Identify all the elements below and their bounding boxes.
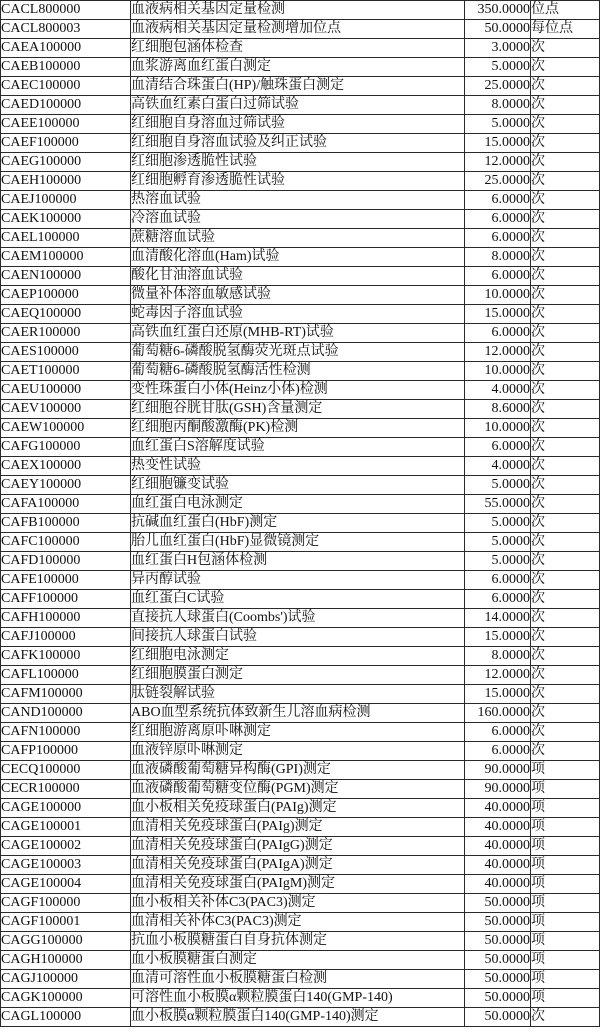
item-name-cell: 异丙醇试验 xyxy=(131,571,465,590)
table-row xyxy=(1,818,600,837)
unit-cell: 次 xyxy=(531,666,600,685)
table-row xyxy=(1,419,600,438)
item-code-cell: CECR100000 xyxy=(1,780,131,799)
item-name-cell: 血小板相关补体C3(PAC3)测定 xyxy=(131,894,465,913)
price-cell: 6.0000 xyxy=(465,723,531,742)
table-row xyxy=(1,96,600,115)
table-row xyxy=(1,153,600,172)
unit-cell: 次 xyxy=(531,495,600,514)
item-code-cell: CAEL100000 xyxy=(1,229,131,248)
price-cell: 6.0000 xyxy=(465,571,531,590)
unit-cell: 次 xyxy=(531,590,600,609)
item-name-cell: 冷溶血试验 xyxy=(131,210,465,229)
price-cell: 8.0000 xyxy=(465,96,531,115)
item-name-cell: 红细胞孵育渗透脆性试验 xyxy=(131,172,465,191)
table-row xyxy=(1,476,600,495)
unit-cell: 次 xyxy=(531,628,600,647)
item-name-cell: 间接抗人球蛋白试验 xyxy=(131,628,465,647)
unit-cell: 次 xyxy=(531,39,600,58)
price-cell: 5.0000 xyxy=(465,514,531,533)
item-code-cell: CAGF100001 xyxy=(1,913,131,932)
table-row xyxy=(1,780,600,799)
table-row xyxy=(1,286,600,305)
item-name-cell: 血液锌原卟啉测定 xyxy=(131,742,465,761)
item-name-cell: ABO血型系统抗体致新生儿溶血病检测 xyxy=(131,704,465,723)
price-cell: 50.0000 xyxy=(465,970,531,989)
item-name-cell: 红细胞丙酮酸激酶(PK)检测 xyxy=(131,419,465,438)
table-row xyxy=(1,704,600,723)
item-code-cell: CAFN100000 xyxy=(1,723,131,742)
price-cell: 90.0000 xyxy=(465,761,531,780)
price-cell: 5.0000 xyxy=(465,533,531,552)
table-row xyxy=(1,514,600,533)
unit-cell: 次 xyxy=(531,210,600,229)
price-cell: 160.0000 xyxy=(465,704,531,723)
item-code-cell: CAEB100000 xyxy=(1,58,131,77)
item-name-cell: 红细胞包涵体检查 xyxy=(131,39,465,58)
item-name-cell: 血清相关免疫球蛋白(PAIgG)测定 xyxy=(131,837,465,856)
item-code-cell: CAFB100000 xyxy=(1,514,131,533)
item-name-cell: 红细胞渗透脆性试验 xyxy=(131,153,465,172)
table-row xyxy=(1,989,600,1008)
price-cell: 25.0000 xyxy=(465,172,531,191)
item-code-cell: CACL800003 xyxy=(1,20,131,39)
table-row xyxy=(1,438,600,457)
item-code-cell: CAFK100000 xyxy=(1,647,131,666)
item-code-cell: CAND100000 xyxy=(1,704,131,723)
table-row xyxy=(1,856,600,875)
table-row xyxy=(1,305,600,324)
price-cell: 15.0000 xyxy=(465,685,531,704)
unit-cell: 项 xyxy=(531,837,600,856)
item-code-cell: CAGH100000 xyxy=(1,951,131,970)
table-row xyxy=(1,267,600,286)
unit-cell: 次 xyxy=(531,191,600,210)
price-cell: 50.0000 xyxy=(465,20,531,39)
price-cell: 15.0000 xyxy=(465,305,531,324)
item-code-cell: CAGG100000 xyxy=(1,932,131,951)
table-row xyxy=(1,457,600,476)
unit-cell: 项 xyxy=(531,799,600,818)
item-name-cell: 热溶血试验 xyxy=(131,191,465,210)
table-row xyxy=(1,1008,600,1027)
item-code-cell: CAEK100000 xyxy=(1,210,131,229)
item-code-cell: CAEN100000 xyxy=(1,267,131,286)
item-name-cell: 血红蛋白S溶解度试验 xyxy=(131,438,465,457)
item-name-cell: 血红蛋白H包涵体检测 xyxy=(131,552,465,571)
table-row xyxy=(1,552,600,571)
price-cell: 8.0000 xyxy=(465,647,531,666)
table-row xyxy=(1,951,600,970)
unit-cell: 次 xyxy=(531,77,600,96)
table-row xyxy=(1,590,600,609)
unit-cell: 项 xyxy=(531,780,600,799)
table-row xyxy=(1,970,600,989)
item-name-cell: 血清相关免疫球蛋白(PAIg)测定 xyxy=(131,818,465,837)
price-cell: 6.0000 xyxy=(465,324,531,343)
table-row xyxy=(1,1,600,20)
unit-cell: 次 xyxy=(531,248,600,267)
price-cell: 6.0000 xyxy=(465,267,531,286)
item-code-cell: CAEE100000 xyxy=(1,115,131,134)
table-row xyxy=(1,875,600,894)
unit-cell: 次 xyxy=(531,571,600,590)
table-row xyxy=(1,77,600,96)
table-row xyxy=(1,666,600,685)
table-row xyxy=(1,932,600,951)
table-row xyxy=(1,628,600,647)
price-cell: 6.0000 xyxy=(465,229,531,248)
price-cell: 6.0000 xyxy=(465,438,531,457)
table-row xyxy=(1,400,600,419)
item-name-cell: 血清相关免疫球蛋白(PAIgA)测定 xyxy=(131,856,465,875)
table-row xyxy=(1,210,600,229)
unit-cell: 次 xyxy=(531,305,600,324)
price-cell: 40.0000 xyxy=(465,818,531,837)
item-name-cell: 葡萄糖6-磷酸脱氢酶活性检测 xyxy=(131,362,465,381)
item-code-cell: CECQ100000 xyxy=(1,761,131,780)
unit-cell: 次 xyxy=(531,533,600,552)
unit-cell: 项 xyxy=(531,818,600,837)
table-row xyxy=(1,191,600,210)
price-cell: 40.0000 xyxy=(465,837,531,856)
item-name-cell: 微量补体溶血敏感试验 xyxy=(131,286,465,305)
price-cell: 6.0000 xyxy=(465,191,531,210)
unit-cell: 次 xyxy=(531,514,600,533)
item-name-cell: 血液病相关基因定量检测增加位点 xyxy=(131,20,465,39)
unit-cell: 次 xyxy=(531,324,600,343)
unit-cell: 次 xyxy=(531,134,600,153)
item-code-cell: CAEY100000 xyxy=(1,476,131,495)
item-code-cell: CAGE100001 xyxy=(1,818,131,837)
item-code-cell: CAEA100000 xyxy=(1,39,131,58)
item-code-cell: CAEP100000 xyxy=(1,286,131,305)
table-row xyxy=(1,799,600,818)
item-name-cell: 血小板膜α颗粒膜蛋白140(GMP-140)测定 xyxy=(131,1008,465,1027)
item-name-cell: 蔗糖溶血试验 xyxy=(131,229,465,248)
unit-cell: 次 xyxy=(531,609,600,628)
item-name-cell: 红细胞镰变试验 xyxy=(131,476,465,495)
unit-cell: 次 xyxy=(531,58,600,77)
item-name-cell: 血清结合珠蛋白(HP)/触珠蛋白测定 xyxy=(131,77,465,96)
unit-cell: 次 xyxy=(531,457,600,476)
price-cell: 8.6000 xyxy=(465,400,531,419)
unit-cell: 次 xyxy=(531,438,600,457)
item-code-cell: CAFM100000 xyxy=(1,685,131,704)
item-code-cell: CAEJ100000 xyxy=(1,191,131,210)
item-name-cell: 红细胞自身溶血过筛试验 xyxy=(131,115,465,134)
item-name-cell: 高铁血红蛋白还原(MHB-RT)试验 xyxy=(131,324,465,343)
item-name-cell: 直接抗人球蛋白(Coombs')试验 xyxy=(131,609,465,628)
item-name-cell: 血清相关免疫球蛋白(PAIgM)测定 xyxy=(131,875,465,894)
item-code-cell: CAGE100003 xyxy=(1,856,131,875)
table-row xyxy=(1,723,600,742)
price-cell: 15.0000 xyxy=(465,628,531,647)
unit-cell: 次 xyxy=(531,552,600,571)
item-code-cell: CACL800000 xyxy=(1,1,131,20)
unit-cell: 项 xyxy=(531,932,600,951)
item-name-cell: 血液病相关基因定量检测 xyxy=(131,1,465,20)
price-cell: 55.0000 xyxy=(465,495,531,514)
table-row xyxy=(1,609,600,628)
item-name-cell: 抗碱血红蛋白(HbF)测定 xyxy=(131,514,465,533)
item-code-cell: CAFD100000 xyxy=(1,552,131,571)
unit-cell: 次 xyxy=(531,476,600,495)
item-code-cell: CAED100000 xyxy=(1,96,131,115)
item-name-cell: 酸化甘油溶血试验 xyxy=(131,267,465,286)
price-cell: 4.0000 xyxy=(465,381,531,400)
price-cell: 6.0000 xyxy=(465,210,531,229)
table-row xyxy=(1,894,600,913)
item-code-cell: CAGJ100000 xyxy=(1,970,131,989)
unit-cell: 次 xyxy=(531,153,600,172)
price-cell: 350.0000 xyxy=(465,1,531,20)
item-name-cell: 抗血小板膜糖蛋白自身抗体测定 xyxy=(131,932,465,951)
table-row xyxy=(1,647,600,666)
unit-cell: 项 xyxy=(531,989,600,1008)
fee-table-body xyxy=(1,1,600,1027)
item-name-cell: 血液磷酸葡萄糖异构酶(GPI)测定 xyxy=(131,761,465,780)
item-code-cell: CAEW100000 xyxy=(1,419,131,438)
price-cell: 50.0000 xyxy=(465,932,531,951)
price-cell: 40.0000 xyxy=(465,856,531,875)
price-cell: 50.0000 xyxy=(465,1008,531,1027)
item-name-cell: 红细胞谷胱甘肽(GSH)含量测定 xyxy=(131,400,465,419)
item-name-cell: 血小板相关免疫球蛋白(PAIg)测定 xyxy=(131,799,465,818)
item-name-cell: 高铁血红素白蛋白过筛试验 xyxy=(131,96,465,115)
table-row xyxy=(1,324,600,343)
table-row xyxy=(1,58,600,77)
item-name-cell: 血清可溶性血小板膜糖蛋白检测 xyxy=(131,970,465,989)
unit-cell: 次 xyxy=(531,286,600,305)
price-cell: 4.0000 xyxy=(465,457,531,476)
item-name-cell: 葡萄糖6-磷酸脱氢酶荧光斑点试验 xyxy=(131,343,465,362)
price-cell: 50.0000 xyxy=(465,951,531,970)
table-row xyxy=(1,761,600,780)
item-name-cell: 血红蛋白C试验 xyxy=(131,590,465,609)
item-code-cell: CAFP100000 xyxy=(1,742,131,761)
unit-cell: 次 xyxy=(531,172,600,191)
table-row xyxy=(1,685,600,704)
unit-cell: 项 xyxy=(531,970,600,989)
unit-cell: 项 xyxy=(531,951,600,970)
price-cell: 15.0000 xyxy=(465,134,531,153)
item-name-cell: 血小板膜糖蛋白测定 xyxy=(131,951,465,970)
price-cell: 40.0000 xyxy=(465,799,531,818)
table-row xyxy=(1,571,600,590)
unit-cell: 次 xyxy=(531,96,600,115)
item-code-cell: CAFJ100000 xyxy=(1,628,131,647)
price-cell: 14.0000 xyxy=(465,609,531,628)
price-cell: 6.0000 xyxy=(465,742,531,761)
unit-cell: 次 xyxy=(531,267,600,286)
price-cell: 8.0000 xyxy=(465,248,531,267)
unit-cell: 次 xyxy=(531,362,600,381)
table-row xyxy=(1,229,600,248)
item-name-cell: 可溶性血小板膜α颗粒膜蛋白140(GMP-140) xyxy=(131,989,465,1008)
price-cell: 25.0000 xyxy=(465,77,531,96)
item-name-cell: 蛇毒因子溶血试验 xyxy=(131,305,465,324)
price-cell: 6.0000 xyxy=(465,590,531,609)
unit-cell: 次 xyxy=(531,229,600,248)
item-name-cell: 热变性试验 xyxy=(131,457,465,476)
item-code-cell: CAER100000 xyxy=(1,324,131,343)
item-name-cell: 血红蛋白电泳测定 xyxy=(131,495,465,514)
table-row xyxy=(1,533,600,552)
item-code-cell: CAFL100000 xyxy=(1,666,131,685)
unit-cell: 次 xyxy=(531,115,600,134)
item-code-cell: CAET100000 xyxy=(1,362,131,381)
price-cell: 10.0000 xyxy=(465,419,531,438)
item-code-cell: CAEG100000 xyxy=(1,153,131,172)
price-cell: 5.0000 xyxy=(465,552,531,571)
unit-cell: 项 xyxy=(531,875,600,894)
unit-cell: 项 xyxy=(531,894,600,913)
unit-cell: 次 xyxy=(531,704,600,723)
table-row xyxy=(1,913,600,932)
item-name-cell: 红细胞自身溶血试验及纠正试验 xyxy=(131,134,465,153)
unit-cell: 次 xyxy=(531,685,600,704)
table-row xyxy=(1,172,600,191)
item-code-cell: CAEM100000 xyxy=(1,248,131,267)
item-code-cell: CAFF100000 xyxy=(1,590,131,609)
table-row xyxy=(1,343,600,362)
price-cell: 50.0000 xyxy=(465,913,531,932)
item-code-cell: CAEV100000 xyxy=(1,400,131,419)
item-code-cell: CAFH100000 xyxy=(1,609,131,628)
item-code-cell: CAEC100000 xyxy=(1,77,131,96)
item-name-cell: 肽链裂解试验 xyxy=(131,685,465,704)
price-cell: 5.0000 xyxy=(465,58,531,77)
item-name-cell: 血清酸化溶血(Ham)试验 xyxy=(131,248,465,267)
unit-cell: 次 xyxy=(531,723,600,742)
item-code-cell: CAGK100000 xyxy=(1,989,131,1008)
table-row xyxy=(1,248,600,267)
item-name-cell: 胎儿血红蛋白(HbF)显微镜测定 xyxy=(131,533,465,552)
unit-cell: 项 xyxy=(531,856,600,875)
table-row xyxy=(1,39,600,58)
table-row xyxy=(1,20,600,39)
item-name-cell: 红细胞游离原卟啉测定 xyxy=(131,723,465,742)
item-name-cell: 血液磷酸葡萄糖变位酶(PGM)测定 xyxy=(131,780,465,799)
item-code-cell: CAEQ100000 xyxy=(1,305,131,324)
item-code-cell: CAGL100000 xyxy=(1,1008,131,1027)
price-cell: 90.0000 xyxy=(465,780,531,799)
unit-cell: 次 xyxy=(531,647,600,666)
item-code-cell: CAGE100002 xyxy=(1,837,131,856)
item-code-cell: CAGF100000 xyxy=(1,894,131,913)
table-row xyxy=(1,134,600,153)
price-cell: 3.0000 xyxy=(465,39,531,58)
unit-cell: 次 xyxy=(531,400,600,419)
item-name-cell: 血清相关补体C3(PAC3)测定 xyxy=(131,913,465,932)
item-name-cell: 血浆游离血红蛋白测定 xyxy=(131,58,465,77)
item-code-cell: CAGE100004 xyxy=(1,875,131,894)
unit-cell: 次 xyxy=(531,742,600,761)
unit-cell: 位点 xyxy=(531,1,600,20)
item-code-cell: CAFC100000 xyxy=(1,533,131,552)
price-cell: 50.0000 xyxy=(465,989,531,1008)
item-code-cell: CAFG100000 xyxy=(1,438,131,457)
item-code-cell: CAEU100000 xyxy=(1,381,131,400)
price-cell: 5.0000 xyxy=(465,476,531,495)
table-row xyxy=(1,742,600,761)
price-cell: 40.0000 xyxy=(465,875,531,894)
price-cell: 10.0000 xyxy=(465,286,531,305)
item-code-cell: CAES100000 xyxy=(1,343,131,362)
item-name-cell: 变性珠蛋白小体(Heinz小体)检测 xyxy=(131,381,465,400)
price-cell: 10.0000 xyxy=(465,362,531,381)
table-row xyxy=(1,381,600,400)
table-row xyxy=(1,837,600,856)
unit-cell: 次 xyxy=(531,419,600,438)
price-cell: 12.0000 xyxy=(465,343,531,362)
item-code-cell: CAGE100000 xyxy=(1,799,131,818)
item-code-cell: CAEF100000 xyxy=(1,134,131,153)
price-cell: 12.0000 xyxy=(465,153,531,172)
item-name-cell: 红细胞膜蛋白测定 xyxy=(131,666,465,685)
unit-cell: 项 xyxy=(531,761,600,780)
table-row xyxy=(1,115,600,134)
item-code-cell: CAFA100000 xyxy=(1,495,131,514)
item-code-cell: CAFE100000 xyxy=(1,571,131,590)
unit-cell: 次 xyxy=(531,343,600,362)
unit-cell: 项 xyxy=(531,913,600,932)
unit-cell: 次 xyxy=(531,381,600,400)
price-cell: 5.0000 xyxy=(465,115,531,134)
price-cell: 12.0000 xyxy=(465,666,531,685)
unit-cell: 次 xyxy=(531,1008,600,1027)
item-code-cell: CAEH100000 xyxy=(1,172,131,191)
item-code-cell: CAEX100000 xyxy=(1,457,131,476)
table-row xyxy=(1,495,600,514)
unit-cell: 每位点 xyxy=(531,20,600,39)
price-cell: 50.0000 xyxy=(465,894,531,913)
table-row xyxy=(1,362,600,381)
item-name-cell: 红细胞电泳测定 xyxy=(131,647,465,666)
